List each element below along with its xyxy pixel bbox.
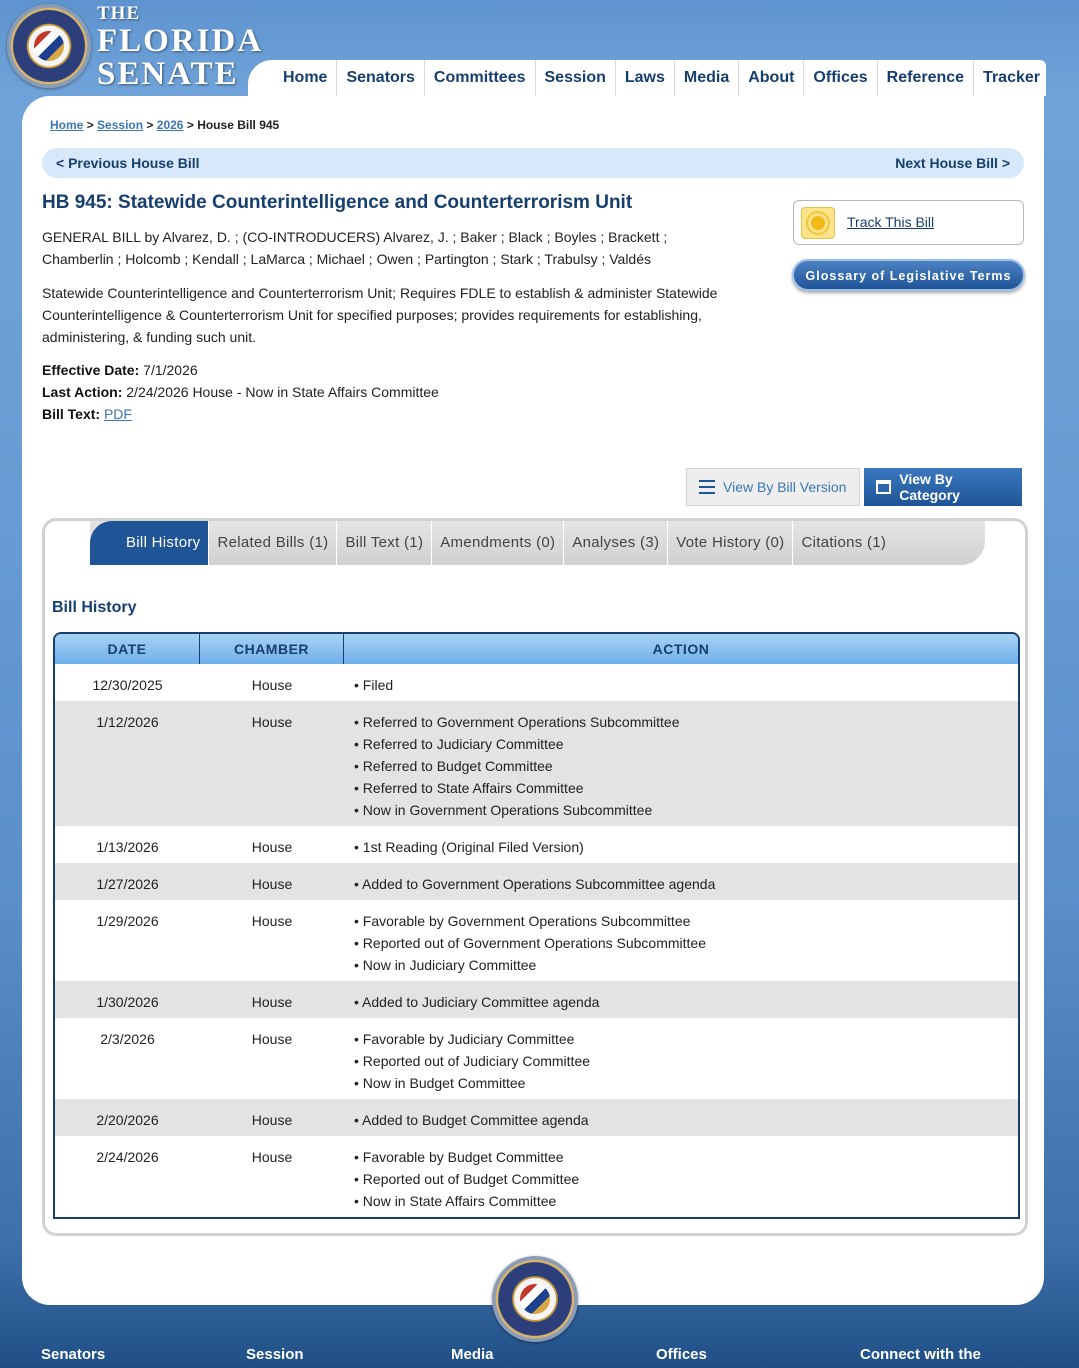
history-actions: [344, 664, 1018, 701]
history-actions: [344, 701, 1018, 826]
site-header: [0, 0, 1079, 100]
sun-icon: [801, 207, 835, 239]
bill-meta: [42, 359, 439, 425]
column-header-date: DATE: [55, 634, 200, 664]
list-icon: [699, 480, 715, 494]
table-row: [55, 701, 1018, 826]
footer-senate-seal: [492, 1256, 578, 1342]
table-row: [55, 863, 1018, 900]
previous-bill-link[interactable]: < Previous House Bill: [56, 155, 200, 171]
history-action-item: • Favorable by Judiciary Committee: [354, 1028, 1018, 1050]
history-action-item: • Now in State Affairs Committee: [354, 1190, 1018, 1212]
table-row: [55, 1099, 1018, 1136]
history-action-item: • Now in Government Operations Subcommittee: [354, 799, 1018, 821]
site-brand[interactable]: [97, 4, 263, 91]
table-row: [55, 1018, 1018, 1099]
bill-text-label: Bill Text:: [42, 406, 101, 422]
table-row: [55, 1136, 1018, 1217]
bill-title: HB 945: Statewide Counterintelligence and Counterterrorism Unit: [42, 192, 633, 213]
brand-line-2: FLORIDA: [97, 23, 264, 59]
table-header: [55, 634, 1018, 664]
bill-description: Statewide Counterintelligence and Counterterrorism Unit; Requires FDLE to establish & administer Statewide Counterintelligence & Counterterrorism Unit for specified purposes; provides requirements for establishing, administering, & funding such unit.: [42, 285, 718, 345]
footer-connect[interactable]: Connect with the: [860, 1346, 981, 1363]
nav-session[interactable]: Session: [536, 60, 616, 96]
history-chamber: House: [251, 1149, 293, 1165]
history-date: 1/12/2026: [96, 714, 159, 730]
history-action-item: • Added to Budget Committee agenda: [354, 1109, 1018, 1131]
history-chamber: House: [251, 677, 293, 693]
breadcrumb-current: House Bill 945: [197, 118, 280, 132]
history-action-item: • 1st Reading (Original Filed Version): [354, 836, 1018, 858]
tab-citations[interactable]: Citations (1): [801, 534, 887, 551]
history-action-item: • Referred to State Affairs Committee: [354, 777, 1018, 799]
bill-text-pdf-link[interactable]: PDF: [103, 406, 132, 422]
nav-senators[interactable]: Senators: [337, 60, 424, 96]
nav-reference[interactable]: Reference: [878, 60, 974, 96]
breadcrumb: Home > Session > 2026 > House Bill 945: [50, 118, 280, 132]
table-row: [55, 981, 1018, 1018]
bill-tabs: [90, 521, 985, 565]
history-chamber: House: [251, 876, 293, 892]
history-chamber: House: [251, 714, 293, 730]
history-action-item: • Reported out of Budget Committee: [354, 1168, 1018, 1190]
view-toggle: [686, 468, 1022, 508]
bill-history-table: [53, 632, 1020, 1219]
content-panel: [22, 96, 1044, 1305]
history-action-item: • Now in Budget Committee: [354, 1072, 1018, 1094]
footer-offices[interactable]: Offices: [656, 1346, 707, 1363]
history-date: 2/20/2026: [96, 1112, 159, 1128]
nav-offices[interactable]: Offices: [804, 60, 877, 96]
history-date: 1/30/2026: [96, 994, 159, 1010]
column-header-action: ACTION: [652, 641, 710, 657]
brand-line-1: THE: [97, 3, 141, 24]
effective-date-label: Effective Date:: [42, 362, 140, 378]
tab-analyses[interactable]: Analyses (3): [564, 521, 668, 565]
tab-vote-history[interactable]: Vote History (0): [668, 521, 793, 565]
tab-bill-history[interactable]: Bill History: [90, 521, 209, 565]
history-chamber: House: [251, 1031, 293, 1047]
table-row: [55, 826, 1018, 863]
nav-home[interactable]: Home: [274, 60, 337, 96]
last-action-label: Last Action:: [42, 384, 123, 400]
track-bill-link[interactable]: Track This Bill: [847, 214, 935, 230]
breadcrumb-year[interactable]: 2026: [156, 118, 184, 132]
breadcrumb-session[interactable]: Session: [97, 118, 144, 132]
history-chamber: House: [251, 994, 293, 1010]
footer-media[interactable]: Media: [451, 1346, 494, 1363]
next-bill-link[interactable]: Next House Bill >: [895, 155, 1010, 171]
history-chamber: House: [251, 1112, 293, 1128]
history-date: 2/3/2026: [100, 1031, 155, 1047]
last-action-value: 2/24/2026 House - Now in State Affairs Committee: [126, 384, 439, 400]
main-nav: [248, 60, 1046, 96]
nav-laws[interactable]: Laws: [616, 60, 675, 96]
history-action-item: • Referred to Judiciary Committee: [354, 733, 1018, 755]
footer-session[interactable]: Session: [246, 1346, 304, 1363]
history-date: 1/13/2026: [96, 839, 159, 855]
track-bill-box[interactable]: [793, 200, 1024, 245]
history-actions: [344, 981, 1018, 1018]
table-body: [55, 664, 1018, 1217]
history-date: 1/29/2026: [96, 913, 159, 929]
table-row: [55, 900, 1018, 981]
history-action-item: • Now in Judiciary Committee: [354, 954, 1018, 976]
footer-senators[interactable]: Senators: [41, 1346, 106, 1363]
view-by-version-button[interactable]: View By Bill Version: [686, 468, 860, 506]
nav-media[interactable]: Media: [675, 60, 739, 96]
history-actions: [344, 863, 1018, 900]
tab-related-bills[interactable]: Related Bills (1): [209, 521, 337, 565]
tab-amendments[interactable]: Amendments (0): [432, 521, 564, 565]
history-actions: [344, 1018, 1018, 1099]
history-chamber: House: [251, 913, 293, 929]
nav-tracker[interactable]: Tracker: [983, 69, 1040, 86]
bill-history-heading: Bill History: [52, 599, 137, 616]
history-date: 12/30/2025: [92, 677, 163, 693]
glossary-button[interactable]: Glossary of Legislative Terms: [792, 259, 1025, 291]
history-date: 2/24/2026: [96, 1149, 159, 1165]
calendar-icon: [876, 480, 891, 494]
senate-seal-logo[interactable]: [7, 4, 91, 88]
history-action-item: • Added to Judiciary Committee agenda: [354, 991, 1018, 1013]
column-header-chamber: CHAMBER: [200, 634, 344, 664]
history-actions: [344, 900, 1018, 981]
brand-line-3: SENATE: [97, 56, 239, 92]
view-by-category-button[interactable]: View By Category: [864, 468, 1022, 506]
tab-bill-text[interactable]: Bill Text (1): [337, 521, 432, 565]
effective-date-value: 7/1/2026: [143, 362, 198, 378]
history-actions: [344, 1099, 1018, 1136]
bill-details-box: [42, 518, 1028, 1236]
history-action-item: • Added to Government Operations Subcommittee agenda: [354, 873, 1018, 895]
history-action-item: • Favorable by Budget Committee: [354, 1146, 1018, 1168]
prev-next-bar: [42, 148, 1024, 178]
footer-links: [41, 1346, 1041, 1368]
history-chamber: House: [251, 839, 293, 855]
history-action-item: • Referred to Budget Committee: [354, 755, 1018, 777]
history-action-item: • Filed: [354, 674, 1018, 696]
history-actions: [344, 826, 1018, 863]
history-date: 1/27/2026: [96, 876, 159, 892]
history-action-item: • Referred to Government Operations Subcommittee: [354, 711, 1018, 733]
breadcrumb-home[interactable]: Home: [50, 118, 84, 132]
nav-about[interactable]: About: [739, 60, 804, 96]
history-action-item: • Reported out of Government Operations Subcommittee: [354, 932, 1018, 954]
history-actions: [344, 1136, 1018, 1217]
table-row: [55, 664, 1018, 701]
history-action-item: • Reported out of Judiciary Committee: [354, 1050, 1018, 1072]
bill-sponsors: GENERAL BILL by Alvarez, D. ; (CO-INTRODUCERS) Alvarez, J. ; Baker ; Black ; Boyles ; Brackett ; Chamberlin ; Holcomb ; Kendall ; LaMarca ; Michael ; Owen ; Partington ; Stark ; Trabulsy ; Valdés: [42, 229, 668, 267]
history-action-item: • Favorable by Government Operations Subcommittee: [354, 910, 1018, 932]
nav-committees[interactable]: Committees: [425, 60, 536, 96]
